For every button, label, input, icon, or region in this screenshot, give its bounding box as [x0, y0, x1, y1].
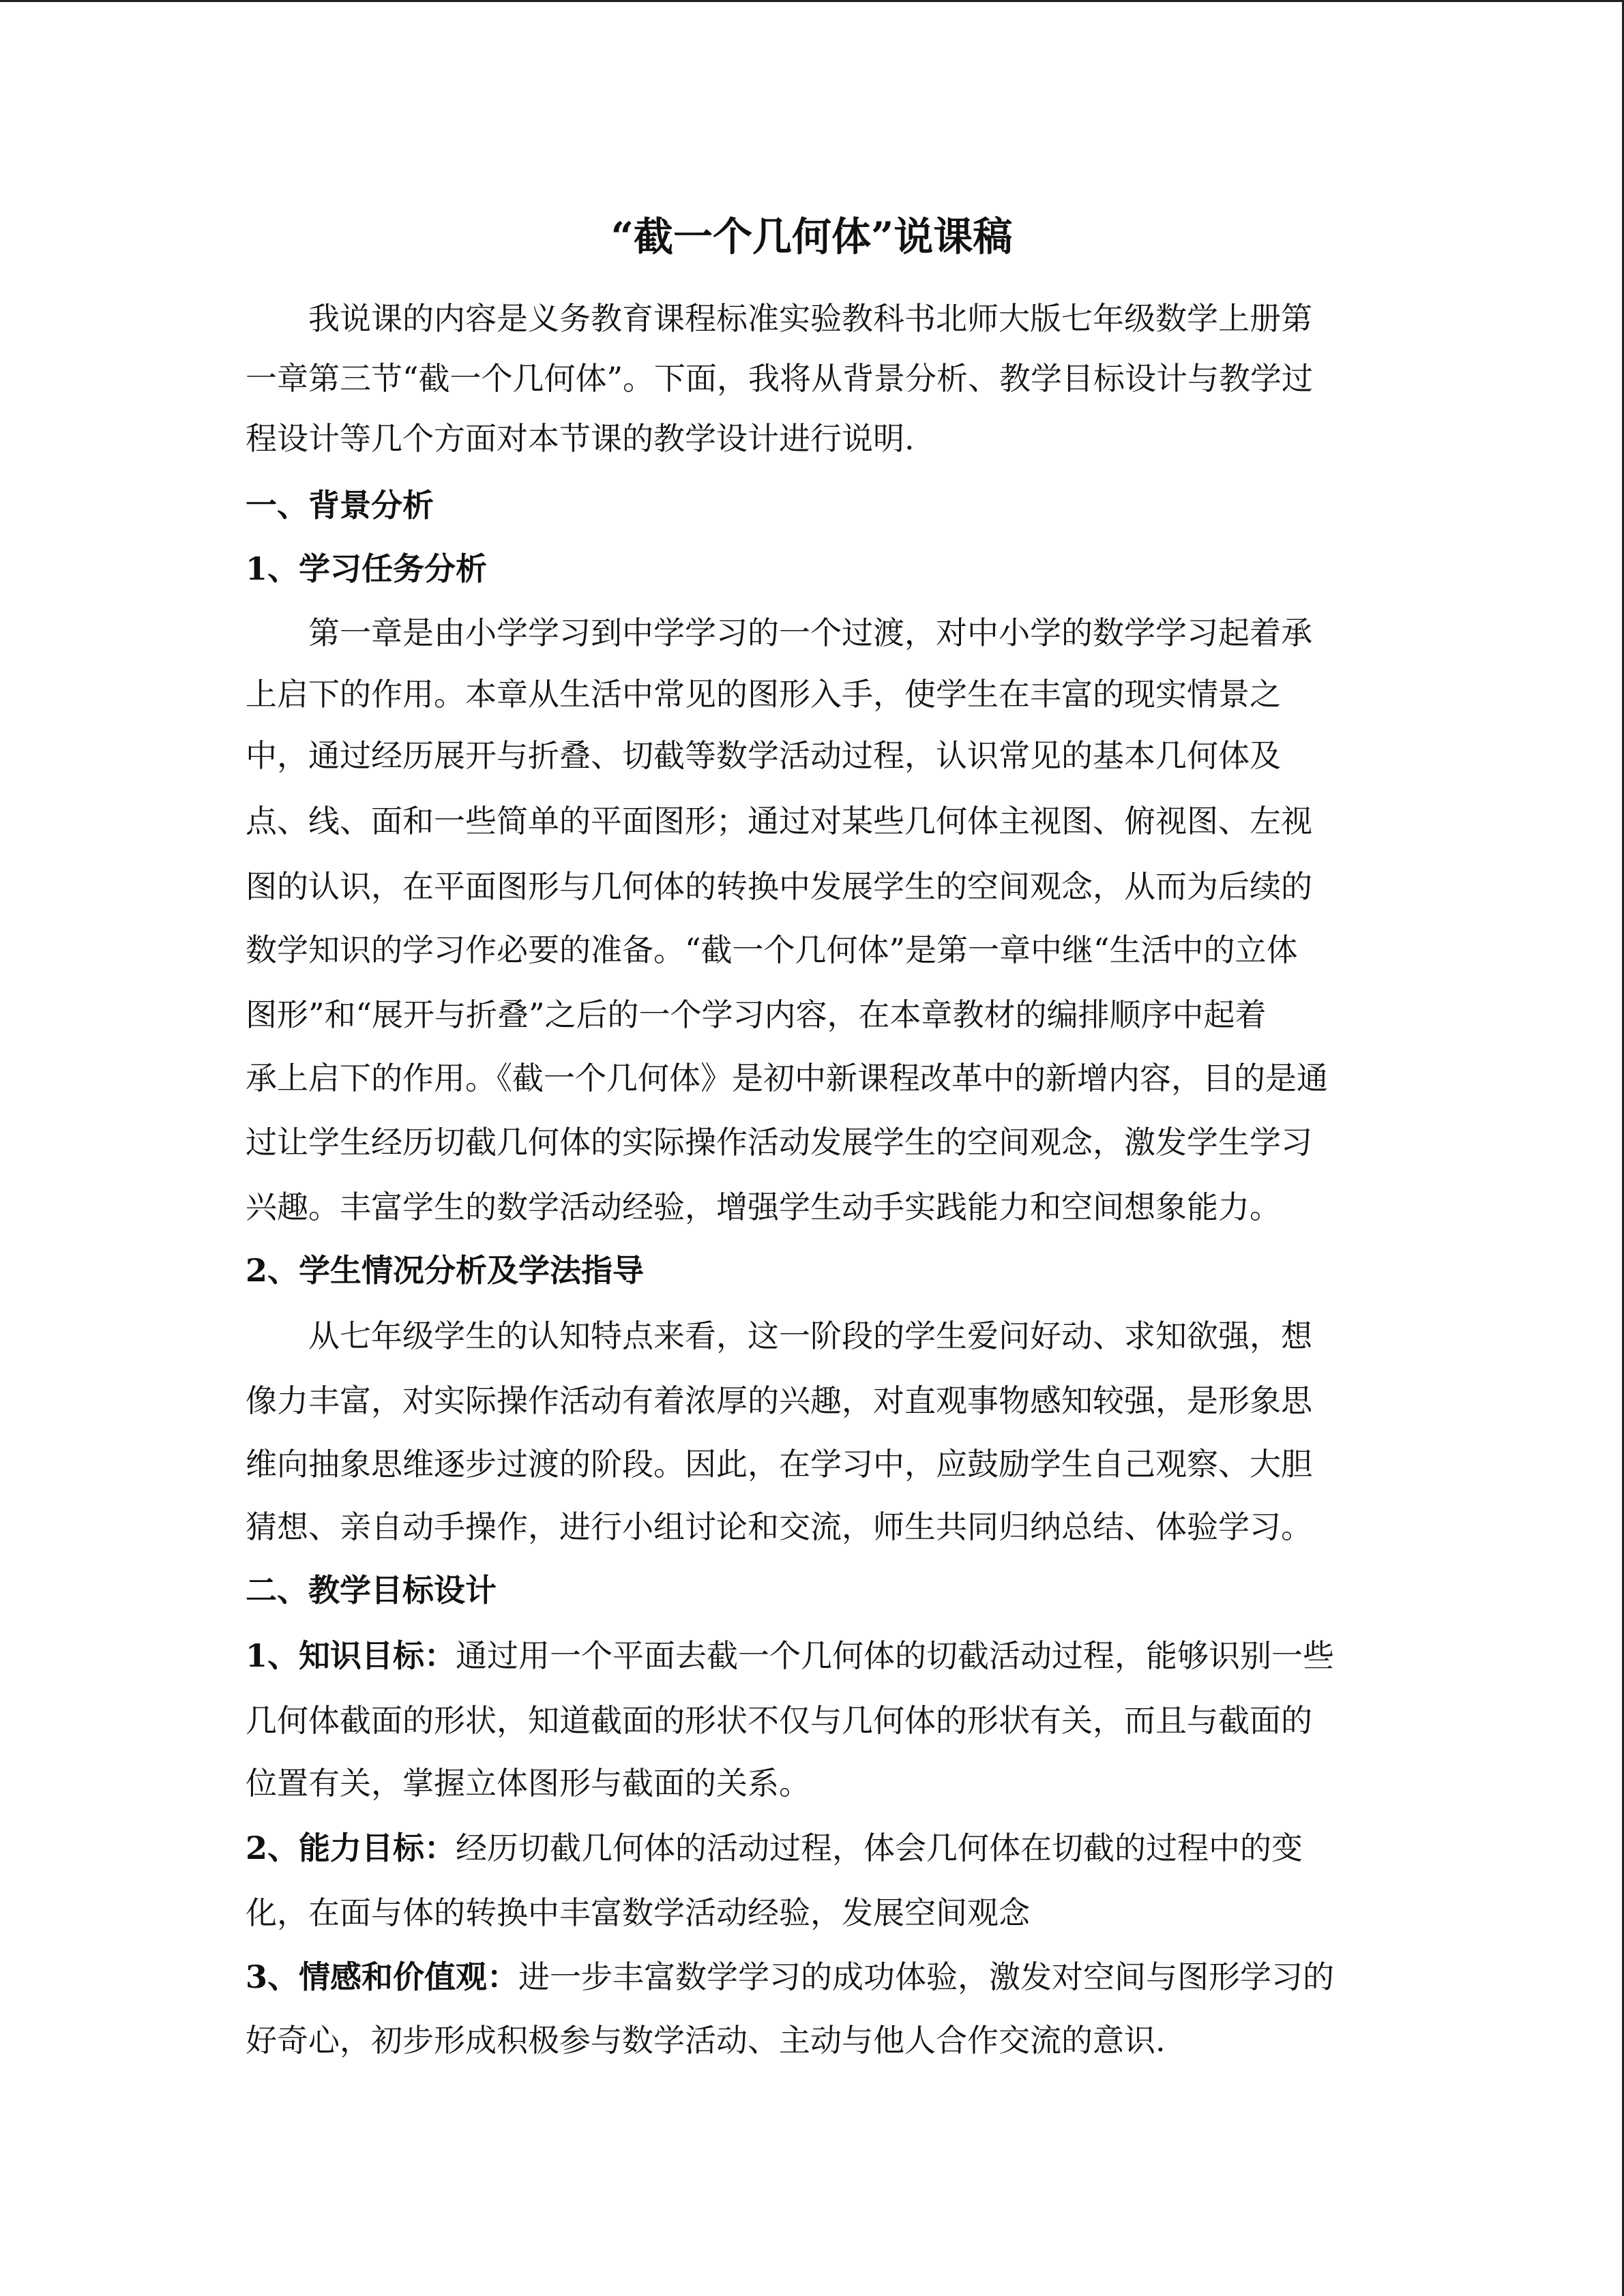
paragraph-line: 好奇心，初步形成积极参与数学活动、主动与他人合作交流的意识. — [246, 2022, 1166, 2059]
paragraph-line: 我说课的内容是义务教育课程标准实验教科书北师大版七年级数学上册第 — [308, 300, 1312, 337]
paragraph-line — [246, 1824, 1378, 1872]
subsection-heading: 1、学习任务分析 — [246, 550, 488, 587]
paragraph-line: 从七年级学生的认知特点来看，这一阶段的学生爱问好动、求知欲强，想 — [308, 1317, 1312, 1354]
paragraph-line: 承上启下的作用。《截一个几何体》是初中新课程改革中的新增内容，目的是通 — [246, 1060, 1328, 1097]
paragraph-line: 第一章是由小学学习到中学学习的一个过渡，对中小学的数学学习起着承 — [308, 614, 1312, 651]
paragraph-line: 几何体截面的形状，知道截面的形状不仅与几何体的形状有关，而且与截面的 — [246, 1702, 1312, 1739]
paragraph-line: 中，通过经历展开与折叠、切截等数学活动过程，认识常见的基本几何体及 — [246, 737, 1281, 774]
goal-text: 经历切截几何体的活动过程，体会几何体在切截的过程中的变 — [456, 1830, 1303, 1866]
paragraph-line: 上启下的作用。本章从生活中常见的图形入手，使学生在丰富的现实情景之 — [246, 676, 1281, 713]
paragraph-line: 维向抽象思维逐步过渡的阶段。因此，在学习中，应鼓励学生自己观察、大胆 — [246, 1446, 1312, 1482]
goal-label: 2、能力目标： — [246, 1830, 456, 1866]
goal-label: 3、情感和价值观： — [246, 1958, 519, 1995]
section-heading: 二、教学目标设计 — [246, 1572, 497, 1609]
goal-label: 1、知识目标： — [246, 1637, 456, 1674]
goal-text: 通过用一个平面去截一个几何体的切截活动过程，能够识别一些 — [456, 1637, 1335, 1674]
goal-text: 进一步丰富数学学习的成功体验，激发对空间与图形学习的 — [518, 1958, 1335, 1995]
paragraph-line: 点、线、面和一些简单的平面图形；通过对某些几何体主视图、俯视图、左视 — [246, 803, 1312, 839]
subsection-heading: 2、学生情况分析及学法指导 — [246, 1252, 645, 1289]
paragraph-line: 兴趣。丰富学生的数学活动经验，增强学生动手实践能力和空间想象能力。 — [246, 1189, 1281, 1225]
paragraph-line: 图的认识，在平面图形与几何体的转换中发展学生的空间观念，从而为后续的 — [246, 868, 1312, 905]
document-title: “截一个几何体”说课稿 — [610, 213, 1013, 260]
paragraph-line: 数学知识的学习作必要的准备。“截一个几何体”是第一章中继“生活中的立体 — [246, 931, 1298, 968]
page-border-top — [0, 0, 1624, 2]
paragraph-line: 程设计等几个方面对本节课的教学设计进行说明. — [246, 420, 915, 457]
paragraph-line: 猜想、亲自动手操作，进行小组讨论和交流，师生共同归纳总结、体验学习。 — [246, 1508, 1312, 1545]
paragraph-line: 图形”和“展开与折叠”之后的一个学习内容，在本章教材的编排顺序中起着 — [246, 996, 1267, 1033]
paragraph-line: 像力丰富，对实际操作活动有着浓厚的兴趣，对直观事物感知较强，是形象思 — [246, 1382, 1312, 1419]
paragraph-line: 位置有关，掌握立体图形与截面的关系。 — [246, 1765, 810, 1802]
paragraph-line: 一章第三节“截一个几何体”。下面，我将从背景分析、教学目标设计与教学过 — [246, 360, 1314, 397]
paragraph-line: 过让学生经历切截几何体的实际操作活动发展学生的空间观念，激发学生学习 — [246, 1124, 1312, 1161]
paragraph-line — [246, 1632, 1378, 1680]
paragraph-line — [246, 1953, 1378, 2001]
section-heading: 一、背景分析 — [246, 487, 434, 524]
paragraph-line: 化，在面与体的转换中丰富数学活动经验，发展空间观念 — [246, 1894, 1030, 1931]
